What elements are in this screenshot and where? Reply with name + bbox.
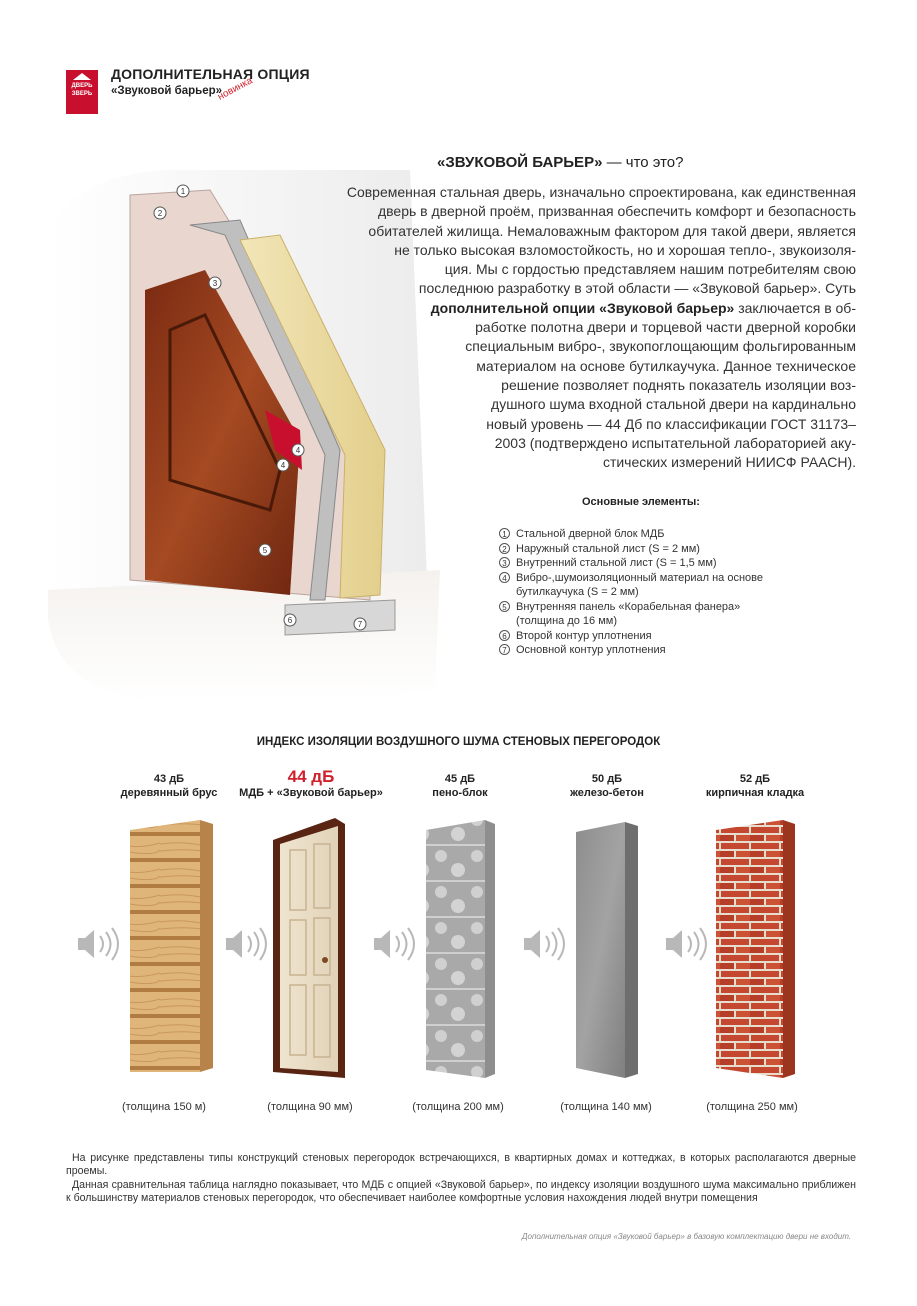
thickness-label: (толщина 140 мм) (560, 1101, 652, 1113)
db-value: 43 дБ (153, 773, 185, 785)
material-label: железо-бетон (570, 787, 644, 799)
list-item-text: Второй контур уплотнения (516, 629, 652, 642)
material-label: деревянный брус (120, 787, 218, 799)
intro-line: материалом на основе бутилкаучука. Данное техническое (476, 357, 856, 374)
speaker-icon (666, 928, 706, 960)
intro-line: не только высокая взломостойкость, но и хорошая тепло-, звукоизоля- (394, 241, 856, 258)
column-header (375, 772, 545, 801)
callout-label: 3 (212, 279, 218, 288)
db-value-highlight: 44 дБ (287, 767, 335, 786)
intro-line: ция. Мы с гордостью представляем нашим потребителям свою (444, 261, 856, 278)
intro-line: душного шума входной стальной двери на кардинально (491, 396, 856, 413)
brick-sample (716, 820, 795, 1078)
callout-label: 4 (295, 446, 301, 455)
speaker-icon (78, 928, 118, 960)
list-item-text: Вибро-,шумоизоляционный материал на основе (516, 571, 763, 584)
material-label: пено-блок (432, 787, 488, 799)
elements-title: Основные элементы: (582, 496, 700, 508)
number-badge: 4 (499, 572, 510, 583)
column-header (670, 772, 840, 801)
number-badge: 6 (499, 630, 510, 641)
disclaimer: Дополнительная опция «Звуковой барьер» в базовую комплектацию двери не входит. (521, 1232, 851, 1241)
wood-beam-sample (130, 820, 213, 1072)
list-item (499, 629, 763, 644)
column-header (226, 768, 396, 801)
thickness-label: (толщина 150 м) (122, 1101, 206, 1113)
concrete-sample (576, 822, 638, 1078)
header-subtitle: «Звуковой барьер» (111, 85, 223, 97)
section-title-rest: — что это? (602, 154, 684, 171)
material-label: МДБ + «Звуковой барьер» (239, 787, 383, 799)
thickness-label: (толщина 200 мм) (412, 1101, 504, 1113)
footnote-paragraph: Данная сравнительная таблица наглядно показывает, что МДБ с опцией «Звуковой барьер», по индексу изоляции воздушного шума максимально приближен к большинству материалов стеновых перегородок, что обеспечивает наиболее комфортные условия нахождения людей внутри помещения (66, 1178, 856, 1204)
brand-logo (66, 70, 98, 114)
intro-line: последнюю разработку в этой области — «Звуковой барьер». Суть (418, 280, 856, 297)
db-value: 52 дБ (739, 773, 771, 785)
intro-line: 2003 (подтверждено испытательной лабораторией аку- (494, 434, 856, 451)
list-item-text: Основной контур уплотнения (516, 644, 666, 656)
callout-label: 2 (157, 209, 163, 218)
new-badge: новинка (216, 75, 255, 103)
intro-line: дверь в дверной проём, призванная обеспечить комфорт и безопасность (377, 203, 856, 220)
door-sample (273, 818, 345, 1078)
thickness-label: (толщина 250 мм) (706, 1101, 798, 1113)
logo-roof-icon (73, 73, 91, 80)
speaker-icon (524, 928, 564, 960)
column-header (522, 772, 692, 801)
intro-line: новый уровень — 44 Дб по классификации ГОСТ 31173– (486, 415, 856, 432)
number-badge: 3 (499, 557, 510, 568)
header-title: ДОПОЛНИТЕЛЬНАЯ ОПЦИЯ (111, 66, 310, 82)
number-badge: 5 (499, 601, 510, 612)
intro-line: стических измерений НИИСФ РААСН). (602, 454, 856, 471)
list-item-text: Стальной дверной блок МДБ (516, 528, 665, 540)
callout-label: 7 (357, 620, 363, 629)
list-item (499, 600, 763, 629)
section-title-main: «ЗВУКОВОЙ БАРЬЕР» (437, 154, 603, 171)
intro-line: работке полотна двери и торцевой части дверной коробки (475, 319, 856, 336)
footnote-paragraph: На рисунке представлены типы конструкций стеновых перегородок встречающихся, в квартирных домах и коттеджах, в которых располагаются дверные проемы. (66, 1152, 856, 1178)
elements-list (499, 527, 763, 658)
intro-line: Современная стальная дверь, изначально спроектирована, как единственная (346, 184, 856, 200)
bold-phrase: дополнительной опции «Звуковой барьер» (430, 299, 735, 316)
list-item (499, 542, 763, 557)
door-handle-icon (322, 957, 328, 963)
intro-line-bold (278, 299, 856, 318)
intro-text (278, 183, 856, 472)
callout-label: 4 (280, 461, 286, 470)
speaker-icon (374, 928, 414, 960)
list-item-text: Наружный стальной лист (S = 2 мм) (516, 542, 700, 555)
logo-text: ДВЕРЬ ЗВЕРЬ (71, 83, 93, 97)
db-value: 45 дБ (444, 773, 476, 785)
wall-samples (0, 810, 917, 1095)
number-badge: 2 (499, 543, 510, 554)
speaker-icon (226, 928, 266, 960)
foam-block-sample (426, 820, 495, 1078)
callout-label: 6 (287, 616, 293, 625)
number-badge: 1 (499, 528, 510, 539)
list-item (499, 571, 763, 600)
threshold (285, 600, 395, 635)
list-item (499, 556, 763, 571)
footnote (66, 1152, 856, 1205)
db-value: 50 дБ (591, 773, 623, 785)
callout-label: 5 (262, 546, 268, 555)
index-title: ИНДЕКС ИЗОЛЯЦИИ ВОЗДУШНОГО ШУМА СТЕНОВЫХ ПЕРЕГОРОДОК (256, 736, 661, 748)
list-item-text: Внутренний стальной лист (S = 1,5 мм) (516, 557, 717, 569)
callout-label: 1 (180, 187, 186, 196)
intro-line: специальным вибро-, звукопоглощающим фольгированным (465, 338, 856, 355)
bold-tail: заключается в об- (734, 299, 856, 316)
list-item-continuation: (толщина до 16 мм) (516, 615, 617, 627)
number-badge: 7 (499, 644, 510, 655)
intro-line: решение позволяет поднять показатель изоляции воз- (501, 376, 856, 393)
material-label: кирпичная кладка (705, 787, 805, 799)
list-item-text: Внутренняя панель «Корабельная фанера» (516, 600, 741, 613)
thickness-label: (толщина 90 мм) (267, 1101, 353, 1113)
list-item (499, 643, 763, 658)
list-item-continuation: бутилкаучука (S = 2 мм) (516, 586, 639, 598)
section-title (437, 154, 684, 171)
list-item (499, 527, 763, 542)
intro-line: обитателей жилища. Немаловажным фактором для такой двери, является (368, 222, 856, 239)
